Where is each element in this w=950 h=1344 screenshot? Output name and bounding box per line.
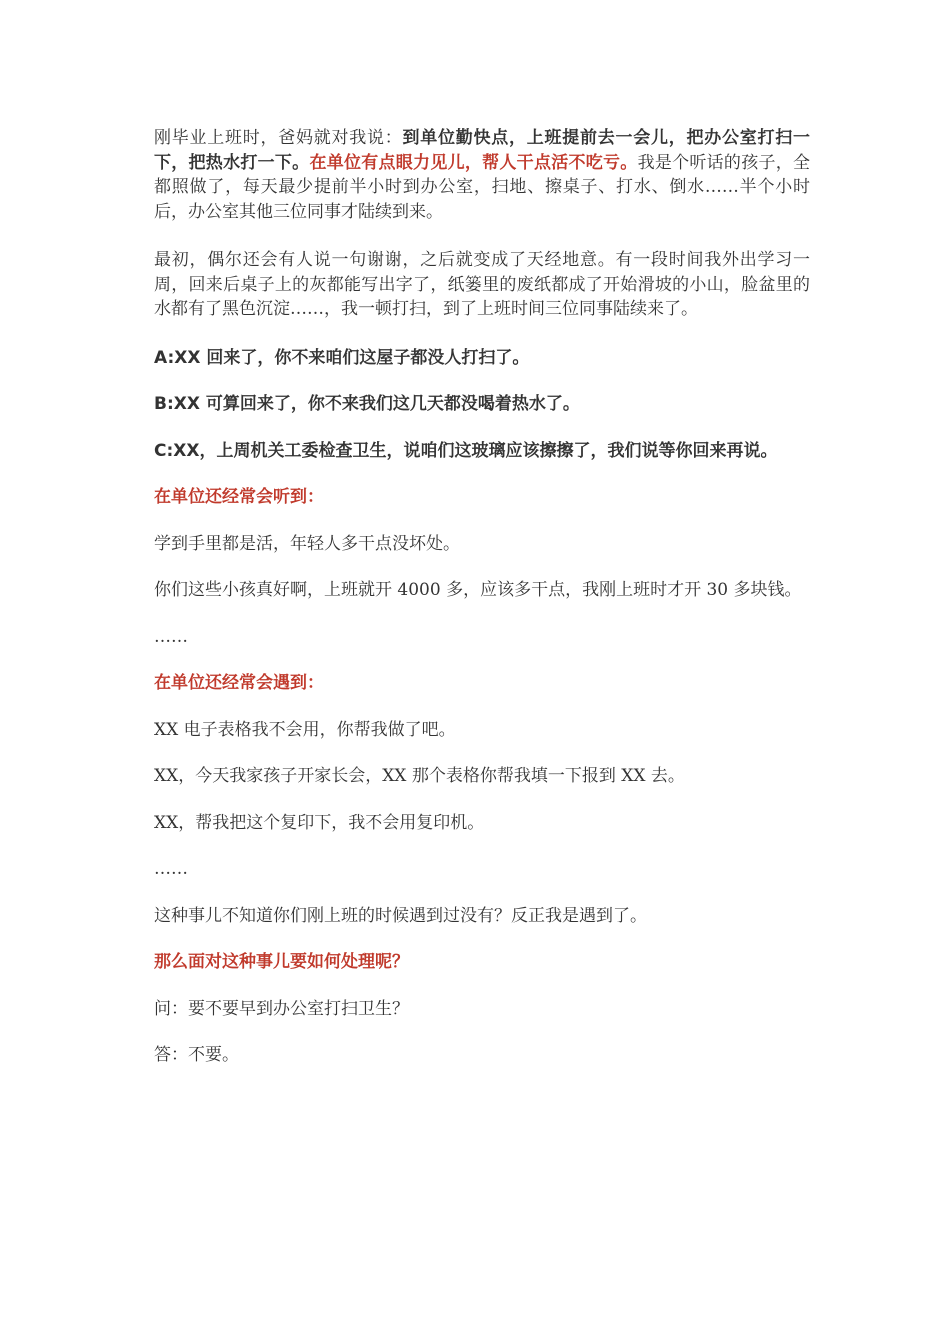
section-heading-heard: 在单位还经常会听到： xyxy=(154,487,324,507)
section-heading-met: 在单位还经常会遇到： xyxy=(154,673,324,693)
ellipsis: …… xyxy=(154,626,188,647)
closing-paragraph: 这种事儿不知道你们刚上班的时候遇到过没有？反正我是遇到了。 xyxy=(154,905,647,926)
met-item: XX，帮我把这个复印下，我不会用复印机。 xyxy=(154,812,485,833)
document-body xyxy=(154,126,810,1090)
heard-item: 你们这些小孩真好啊，上班就开 4000 多，应该多干点，我刚上班时才开 30 多块钱。 xyxy=(154,580,802,600)
question: 问：要不要早到办公室打扫卫生？ xyxy=(154,998,409,1019)
met-item: XX，今天我家孩子开家长会，XX 那个表格你帮我填一下报到 XX 去。 xyxy=(154,766,685,786)
intro-continuation: 我是个听话的孩子，全都照做了，每天最少提前半小时到办公室，扫地、擦桌子、打水、倒水……半个小时后，办公室其他三位同事才陆续到来。 xyxy=(154,152,811,222)
section-heading-question: 那么面对这种事儿要如何处理呢？ xyxy=(154,952,409,972)
intro-text: 刚毕业上班时，爸妈就对我说： xyxy=(154,128,403,148)
ellipsis: …… xyxy=(154,859,188,879)
intro-paragraph xyxy=(154,126,810,224)
parents-advice-highlight: 在单位有点眼力见儿，帮人干点活不吃亏。 xyxy=(309,152,638,173)
second-paragraph: 最初，偶尔还会有人说一句谢谢，之后就变成了天经地意。有一段时间我外出学习一周，回来后桌子上的灰都能写出字了，纸篓里的废纸都成了开始滑坡的小山，脸盆里的水都有了黑色沉淀……，我一顿打扫，到了上班时间三位同事陆续来了。 xyxy=(154,250,810,319)
quote-b: B:XX 可算回来了，你不来我们这几天都没喝着热水了。 xyxy=(154,394,580,414)
parents-advice: 到单位勤快点，上班提前去一会儿，把办公室打扫一下，把热水打一下。 xyxy=(154,128,810,173)
met-item: XX 电子表格我不会用，你帮我做了吧。 xyxy=(154,719,456,740)
quote-c: C:XX，上周机关工委检查卫生，说咱们这玻璃应该擦擦了，我们说等你回来再说。 xyxy=(154,440,778,461)
answer: 答：不要。 xyxy=(154,1045,239,1065)
quote-a: A:XX 回来了，你不来咱们这屋子都没人打扫了。 xyxy=(154,347,530,368)
heard-item: 学到手里都是活，年轻人多干点没坏处。 xyxy=(154,533,460,554)
